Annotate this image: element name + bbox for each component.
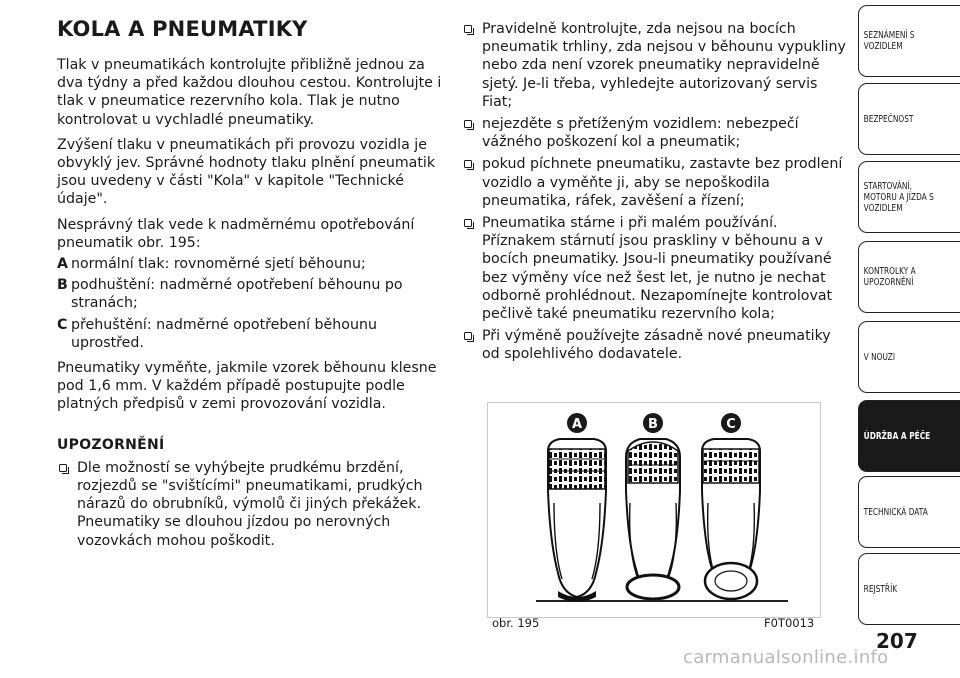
tab-udrzba[interactable]: ÚDRŽBA A PÉČE: [858, 400, 960, 472]
tab-v-nouzi[interactable]: V NOUZI: [858, 321, 960, 393]
tab-technicka-data[interactable]: TECHNICKÁ DATA: [858, 476, 960, 548]
tyre-wear-figure: [487, 402, 821, 618]
checkbox-bullet-icon: [464, 120, 472, 128]
watermark: carmanualsonline.info: [683, 647, 889, 668]
tyre-a: [548, 413, 606, 602]
left-column: [57, 56, 442, 554]
item-letter: B: [57, 277, 68, 294]
paragraph-tread-depth: Pneumatiky vyměňte, jakmile vzorek běhounu klesne pod 1,6 mm. V každém případě postupujte podle platných předpisů v zemi provozování vozidla.: [57, 360, 437, 413]
list-item-b: [57, 276, 442, 312]
figure-caption: obr. 195: [492, 616, 540, 630]
tab-seznameni[interactable]: SEZNÁMENÍ S VOZIDLEM: [858, 5, 960, 77]
figure-code: F0T0013: [764, 616, 815, 630]
paragraph-pressure-increase: Zvýšení tlaku v pneumatikách při provozu vozidla je obvyklý jev. Správné hodnoty tlaku plnění pneumatik jsou uvedeny v části "Kola" v kapitole "Technické údaje".: [57, 136, 436, 208]
label-b: B: [648, 417, 658, 432]
tyre-c: [702, 413, 760, 599]
list-item: Dle možností se vyhýbejte prudkému brzdění, rozjezdů se "svištícími" pneumatikami, prudkých nárazů do obrubníků, výmolů či jiných překážek. Pneumatiky se dlouhou jízdou po nerovných vozovkách mohou poškodit.: [57, 459, 442, 550]
checkbox-bullet-icon: [464, 332, 472, 340]
tab-rejstrik[interactable]: REJSTŘÍK: [858, 553, 960, 625]
tips-list: [462, 20, 847, 364]
tab-bezpecnost[interactable]: BEZPEČNOST: [858, 83, 960, 155]
list-item: Pneumatika stárne i při malém používání. Příznakem stárnutí jsou praskliny v běhounu a v bocích pneumatiky. Jsou-li pneumatiky používané bez výměny více než šest let, je nutno je nechat odborně prohlédnout. Nezapomínejte kontrolovat pečlivě také pneumatiku rezervního kola;: [462, 214, 847, 323]
warning-heading: UPOZORNĚNÍ: [57, 436, 165, 453]
item-letter: A: [57, 256, 68, 273]
tyre-wear-illustration: [488, 403, 820, 617]
label-c: C: [726, 417, 736, 432]
paragraph-pressure-check: Tlak v pneumatikách kontrolujte přibližně jednou za dva týdny a před každou dlouhou cestou. Kontrolujte i tlak v pneumatice rezervního kola. Tlak je nutno kontrolovat u vychladlé pneumatiky.: [57, 57, 442, 128]
list-item-a: [57, 255, 442, 273]
checkbox-bullet-icon: [464, 160, 472, 168]
warning-list: [57, 459, 442, 550]
tab-kontrolky[interactable]: KONTROLKY A UPOZORNĚNÍ: [858, 241, 960, 313]
item-text: přehuštění: nadměrné opotřebení běhounu uprostřed.: [71, 316, 377, 351]
tab-startovani[interactable]: STARTOVÁNÍ, MOTORU A JÍZDA S VOZIDLEM: [858, 161, 960, 233]
chapter-sidebar: [858, 0, 960, 630]
tyre-b: [626, 413, 680, 599]
page-number: 207: [876, 629, 918, 653]
checkbox-bullet-icon: [59, 464, 67, 472]
checkbox-bullet-icon: [464, 25, 472, 33]
list-item: Při výměně používejte zásadně nové pneumatiky od spolehlivého dodavatele.: [462, 327, 847, 363]
list-item-c: [57, 316, 442, 352]
right-column: [462, 20, 847, 368]
page-title: KOLA A PNEUMATIKY: [57, 17, 308, 41]
item-text: podhuštění: nadměrné opotřebení běhounu po stranách;: [71, 277, 403, 312]
label-a: A: [571, 417, 583, 432]
item-letter: C: [57, 316, 68, 333]
list-item: pokud píchnete pneumatiku, zastavte bez prodlení vozidlo a vyměňte ji, aby se nepoškodila pneumatika, ráfek, zavěšení a řízení;: [462, 155, 847, 210]
list-item: Pravidelně kontrolujte, zda nejsou na bocích pneumatik trhliny, zda nejsou v běhounu vypukliny nebo zda není vzorek pneumatiky nepravidelně sjetý. Je-li třeba, vyhledejte autorizovaný servis Fiat;: [462, 20, 847, 111]
checkbox-bullet-icon: [464, 219, 472, 227]
item-text: normální tlak: rovnoměrné sjetí běhounu;: [71, 256, 366, 273]
paragraph-incorrect-pressure: Nesprávný tlak vede k nadměrnému opotřebování pneumatik obr. 195:: [57, 216, 415, 251]
list-item: nejezděte s přetíženým vozidlem: nebezpečí vážného poškození kol a pneumatik;: [462, 115, 847, 151]
